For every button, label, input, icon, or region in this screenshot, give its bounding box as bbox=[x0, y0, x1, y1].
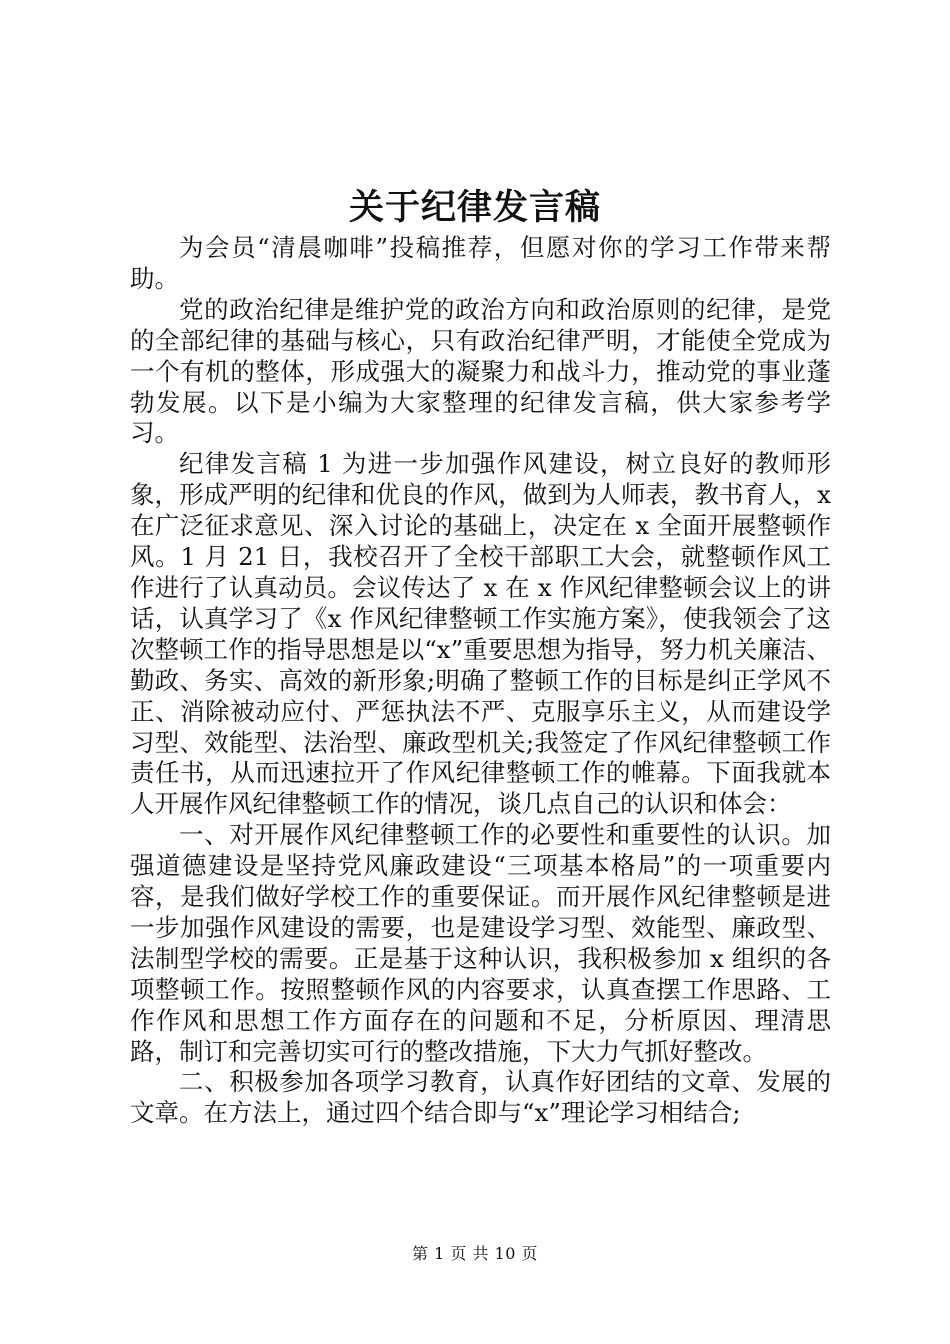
paragraph-background: 党的政治纪律是维护党的政治方向和政治原则的纪律，是党的全部纪律的基础与核心，只有政治纪律严明，才能使全党成为一个有机的整体，形成强大的凝聚力和战斗力，推动党的事业蓬勃发展。以下是小编为大家整理的纪律发言稿，供大家参考学习。 bbox=[130, 294, 831, 448]
paragraph-section-two: 二、积极参加各项学习教育，认真作好团结的文章、发展的文章。在方法上，通过四个结合即与“x”理论学习相结合; bbox=[130, 1067, 831, 1128]
paragraph-section-one: 一、对开展作风纪律整顿工作的必要性和重要性的认识。加强道德建设是坚持党风廉政建设“三项基本格局”的一项重要内容，是我们做好学校工作的重要保证。而开展作风纪律整顿是进一步加强作风建设的需要，也是建设学习型、效能型、廉政型、法制型学校的需要。正是基于这种认识，我积极参加 x 组织的各项整顿工作。按照整顿作风的内容要求，认真查摆工作思路、工作作风和思想工作方面存在的问题和不足，分析原因、理清思路，制订和完善切实可行的整改措施，下大力气抓好整改。 bbox=[130, 820, 831, 1066]
document-body bbox=[130, 233, 831, 1129]
document-title: 关于纪律发言稿 bbox=[348, 187, 601, 228]
paragraph-speech-1: 纪律发言稿 1 为进一步加强作风建设，树立良好的教师形象，形成严明的纪律和优良的作风，做到为人师表，教书育人，x 在广泛征求意见、深入讨论的基础上，决定在 x 全面开展整顿作风。1 月 21 日，我校召开了全校干部职工大会，就整顿作风工作进行了认真动员。会议传达了 x 在 x 作风纪律整顿会议上的讲话，认真学习了《x 作风纪律整顿工作实施方案》，使我领会了这次整顿工作的指导思想是以“x”重要思想为指导，努力机关廉洁、勤政、务实、高效的新形象;明确了整顿工作的目标是纠正学风不正、消除被动应付、严惩执法不严、克服享乐主义，从而建设学习型、效能型、法治型、廉政型机关;我签定了作风纪律整顿工作责任书，从而迅速拉开了作风纪律整顿工作的帷幕。下面我就本人开展作风纪律整顿工作的情况，谈几点自己的认识和体会： bbox=[130, 449, 831, 819]
paragraph-intro: 为会员“清晨咖啡”投稿推荐，但愿对你的学习工作带来帮助。 bbox=[130, 233, 831, 293]
page-footer: 第 1 页 共 10 页 bbox=[412, 1244, 538, 1263]
